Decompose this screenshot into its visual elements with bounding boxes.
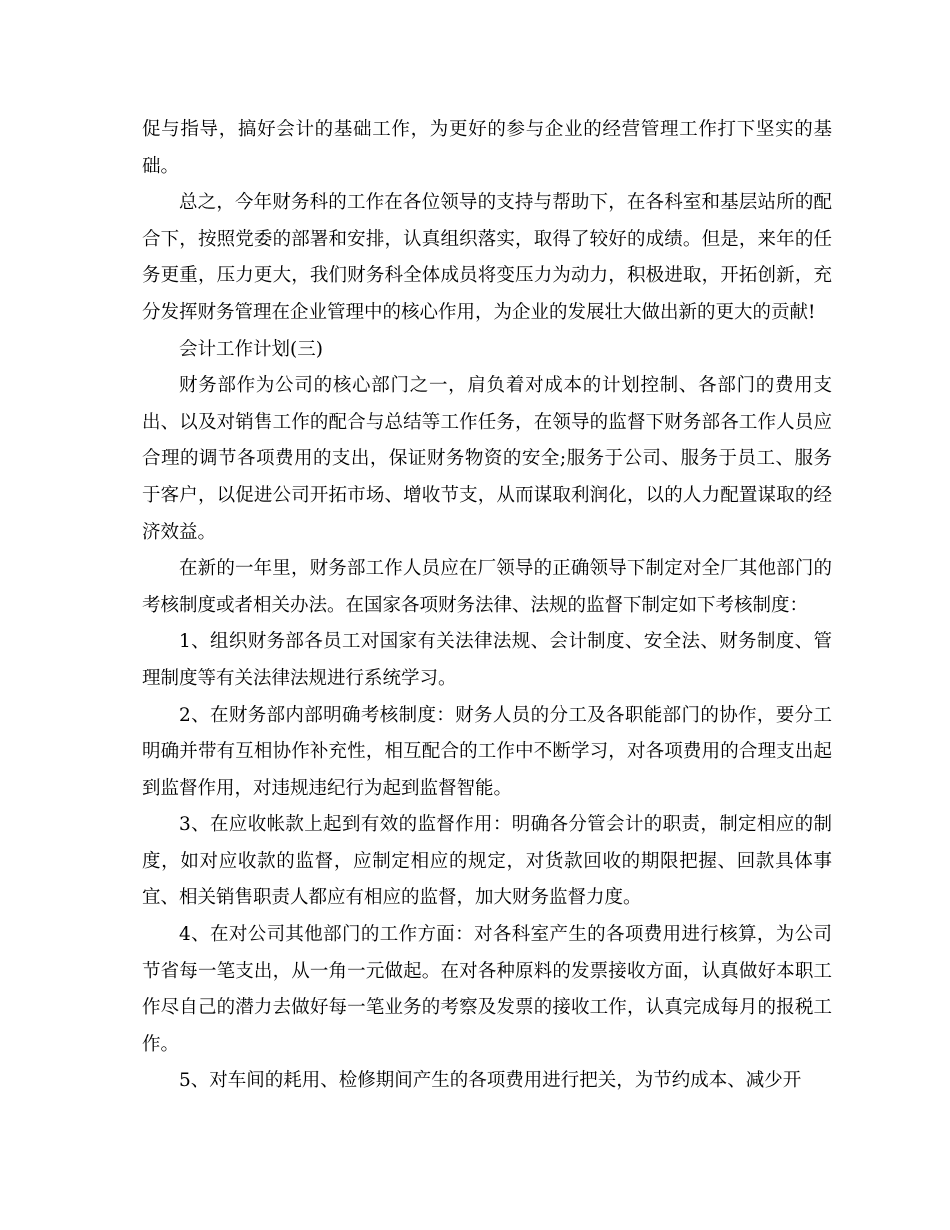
list-item-1: 1、组织财务部各员工对国家有关法律法规、会计制度、安全法、财务制度、管理制度等有关法律法规进行系统学习。: [142, 631, 832, 689]
document-body: [142, 112, 832, 1100]
list-item-3: 3、在应收帐款上起到有效的监督作用：明确各分管会计的职责，制定相应的制度，如对应收款的监督，应制定相应的规定，对货款回收的期限把握、回款具体事宜、相关销售职责人都应有相应的监督，加大财务监督力度。: [142, 814, 832, 909]
paragraph-continuation: 促与指导，搞好会计的基础工作，为更好的参与企业的经营管理工作打下坚实的基础。: [142, 119, 832, 177]
list-item-4: 4、在对公司其他部门的工作方面：对各科室产生的各项费用进行核算，为公司节省每一笔支出，从一角一元做起。在对各种原料的发票接收方面，认真做好本职工作尽自己的潜力去做好每一笔业务的考察及发票的接收工作，认真完成每月的报税工作。: [142, 924, 832, 1055]
paragraph-intro: 财务部作为公司的核心部门之一，肩负着对成本的计划控制、各部门的费用支出、以及对销售工作的配合与总结等工作任务，在领导的监督下财务部各工作人员应合理的调节各项费用的支出，保证财务物资的安全;服务于公司、服务于员工、服务于客户，以促进公司开拓市场、增收节支，从而谋取利润化，以的人力配置谋取的经济效益。: [142, 375, 832, 543]
paragraph-new-year: 在新的一年里，财务部工作人员应在厂领导的正确领导下制定对全厂其他部门的考核制度或者相关办法。在国家各项财务法律、法规的监督下制定如下考核制度：: [142, 558, 832, 616]
list-item-2: 2、在财务部内部明确考核制度：财务人员的分工及各职能部门的协作，要分工明确并带有互相协作补充性，相互配合的工作中不断学习，对各项费用的合理支出起到监督作用，对违规违纪行为起到监督智能。: [142, 704, 832, 799]
list-item-5: 5、对车间的耗用、检修期间产生的各项费用进行把关，为节约成本、减少开: [179, 1070, 802, 1092]
paragraph-summary: 总之，今年财务科的工作在各位领导的支持与帮助下，在各科室和基层站所的配合下，按照党委的部署和安排，认真组织落实，取得了较好的成绩。但是，来年的任务更重，压力更大，我们财务科全体成员将变压力为动力，积极进取，开拓创新，充分发挥财务管理在企业管理中的核心作用，为企业的发展壮大做出新的更大的贡献!: [142, 192, 832, 323]
section-heading: 会计工作计划(三): [179, 338, 323, 360]
